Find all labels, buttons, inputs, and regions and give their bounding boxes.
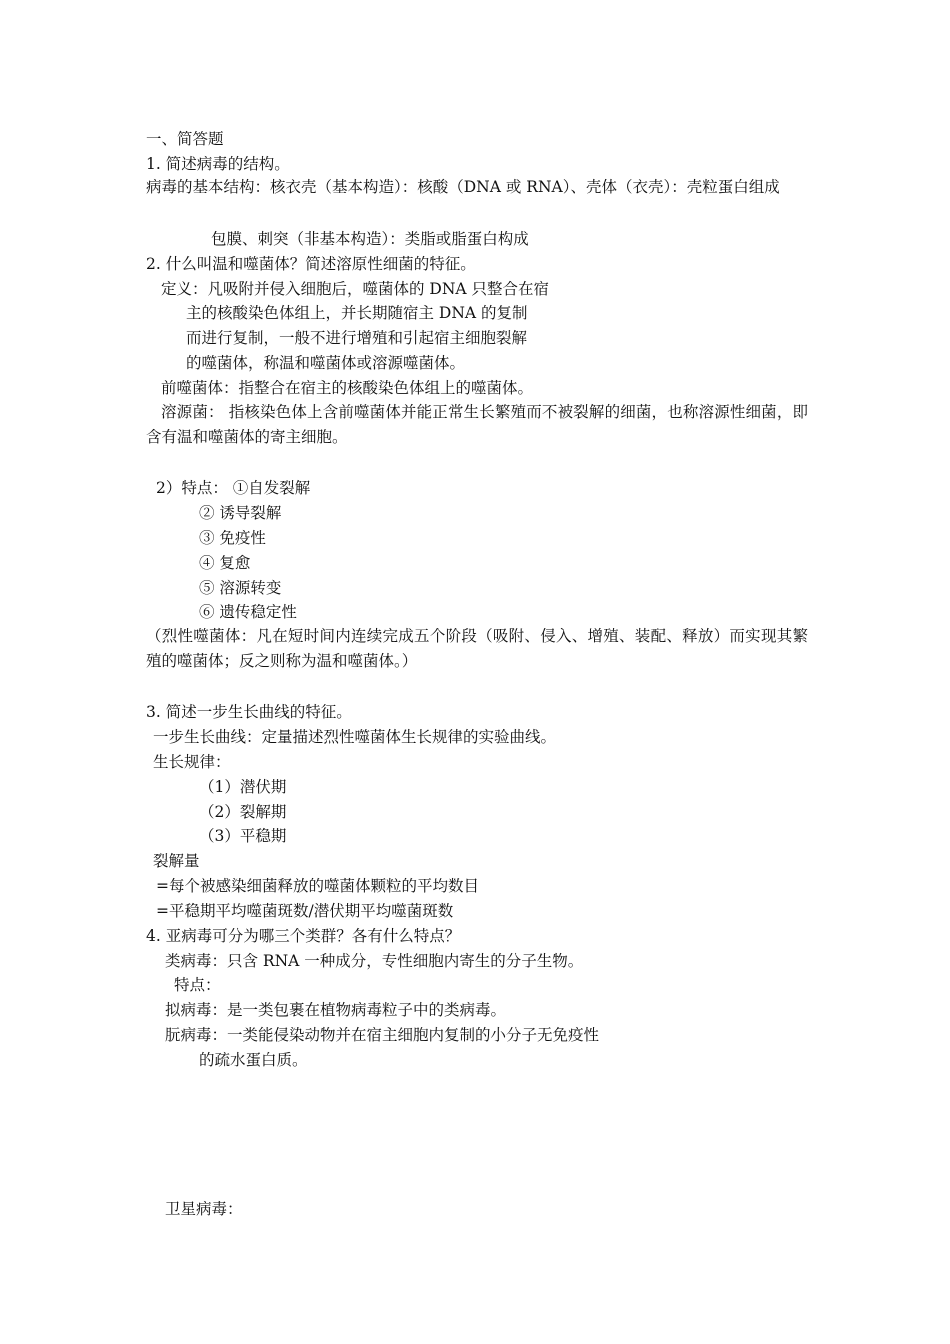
q4-satellite-virus: 卫星病毒： (165, 1200, 243, 1218)
q2-virulent-phage: （烈性噬菌体：凡在短时间内连续完成五个阶段（吸附、侵入、增殖、装配、释放）而实现其繁殖的噬菌体；反之则称为温和噬菌体。） (146, 627, 808, 670)
q2-definition-line-2: 主的核酸染色体组上，并长期随宿主 DNA 的复制 (186, 304, 528, 322)
q2-lysogen: 溶源菌： 指核染色体上含前噬菌体并能正常生长繁殖而不被裂解的细菌，也称溶源性细菌，即含有温和噬菌体的寄主细胞。 (146, 403, 808, 446)
q4-features: 特点： (174, 976, 221, 994)
q3-one-step-curve: 一步生长曲线：定量描述烈性噬菌体生长规律的实验曲线。 (153, 728, 557, 746)
question-3-title: 3. 简述一步生长曲线的特征。 (146, 703, 352, 721)
q2-feature-5: ⑤ 溶源转变 (199, 579, 282, 597)
q3-growth-law: 生长规律： (153, 753, 231, 771)
section-heading: 一、简答题 (146, 130, 224, 148)
q4-prion-line-1: 朊病毒：一类能侵染动物并在宿主细胞内复制的小分子无免疫性 (165, 1026, 600, 1044)
q4-virusoid: 拟病毒：是一类包裹在植物病毒粒子中的类病毒。 (165, 1001, 507, 1019)
q2-feature-2: ② 诱导裂解 (199, 504, 282, 522)
q4-prion-line-2: 的疏水蛋白质。 (199, 1051, 308, 1069)
q2-feature-4: ④ 复愈 (199, 554, 251, 572)
q3-phase-2: （2）裂解期 (199, 803, 287, 821)
q2-prophage: 前噬菌体：指整合在宿主的核酸染色体组上的噬菌体。 (161, 379, 534, 397)
q2-feature-6: ⑥ 遗传稳定性 (199, 603, 297, 621)
q1-envelope: 包膜、刺突（非基本构造）：类脂或脂蛋白构成 (211, 230, 529, 248)
q3-burst-definition-1: =每个被感染细菌释放的噬菌体颗粒的平均数目 (156, 877, 479, 895)
question-1-title: 1. 简述病毒的结构。 (146, 155, 290, 173)
q2-definition-line-4: 的噬菌体，称温和噬菌体或溶源噬菌体。 (186, 354, 466, 372)
q3-burst-definition-2: =平稳期平均噬菌斑数/潜伏期平均噬菌斑数 (156, 902, 454, 920)
question-2-title: 2. 什么叫温和噬菌体？简述溶原性细菌的特征。 (146, 255, 476, 273)
q2-feature-3: ③ 免疫性 (199, 529, 266, 547)
q2-definition-line-1: 定义：凡吸附并侵入细胞后，噬菌体的 DNA 只整合在宿 (161, 280, 550, 298)
q1-basic-structure: 病毒的基本结构：核衣壳（基本构造）：核酸（DNA 或 RNA）、壳体（衣壳）：壳粒蛋白组成 (146, 178, 780, 196)
q4-viroid: 类病毒：只含 RNA 一种成分，专性细胞内寄生的分子生物。 (165, 952, 584, 970)
q2-definition-line-3: 而进行复制，一般不进行增殖和引起宿主细胞裂解 (186, 329, 528, 347)
q3-phase-1: （1）潜伏期 (199, 778, 287, 796)
q3-phase-3: （3）平稳期 (199, 827, 287, 845)
question-4-title: 4. 亚病毒可分为哪三个类群？各有什么特点？ (146, 927, 461, 945)
q3-burst-size: 裂解量 (153, 852, 200, 870)
q2-features-label: 2）特点： ①自发裂解 (156, 479, 311, 497)
